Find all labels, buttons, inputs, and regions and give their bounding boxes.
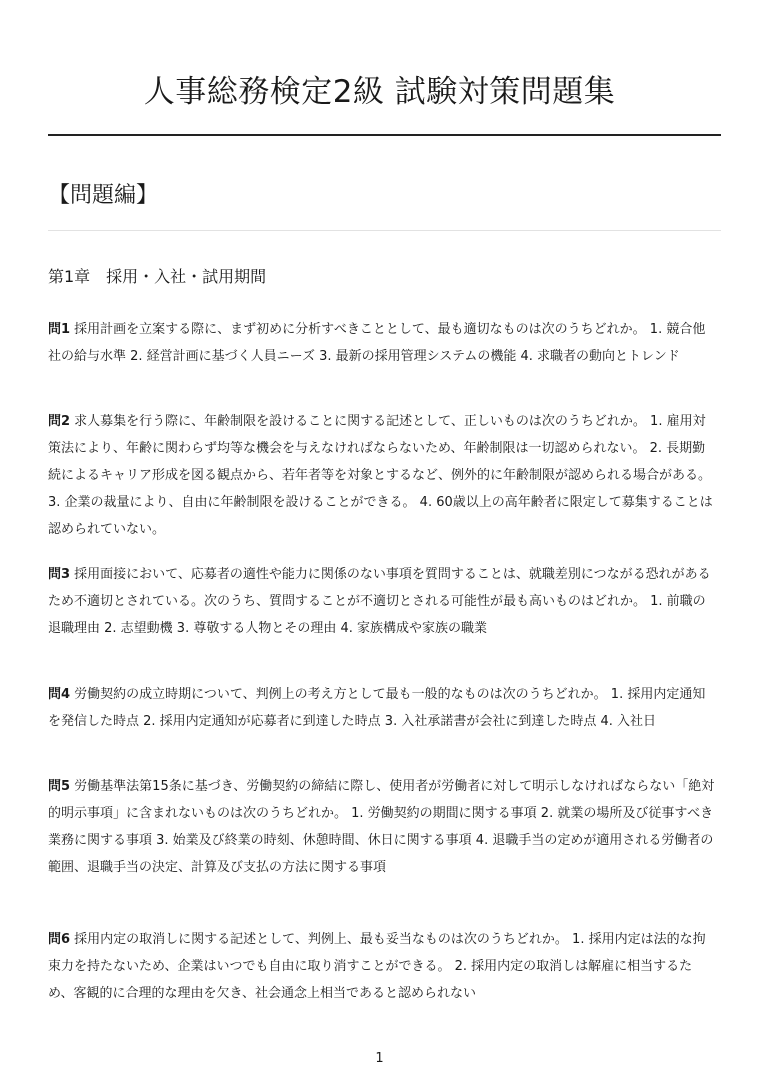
question-2 <box>48 408 716 543</box>
page-number: 1 <box>375 1051 384 1066</box>
question-number: 問2 <box>48 414 71 429</box>
section-divider <box>48 230 721 231</box>
question-number: 問6 <box>48 932 71 947</box>
question-6 <box>48 926 716 1007</box>
question-1 <box>48 316 716 370</box>
question-text: 採用内定の取消しに関する記述として、判例上、最も妥当なものは次のうちどれか。 1. 採用内定は法的な拘束力を持たないため、企業はいつでも自由に取り消すことができる。 2. 採用内定の取消しは解雇に相当するため、客観的に合理的な理由を欠き、社会通念上相当であると認められない <box>48 932 706 1001</box>
question-3 <box>48 561 716 642</box>
question-number: 問3 <box>48 567 71 582</box>
question-4 <box>48 681 716 735</box>
question-number: 問4 <box>48 687 71 702</box>
document-title: 人事総務検定2級 試験対策問題集 <box>143 74 616 110</box>
question-text: 採用面接において、応募者の適性や能力に関係のない事項を質問することは、就職差別につながる恐れがあるため不適切とされている。次のうち、質問することが不適切とされる可能性が最も高いものはどれか。 1. 前職の退職理由 2. 志望動機 3. 尊敬する人物とその理由 4. 家族構成や家族の職業 <box>48 567 711 636</box>
question-5 <box>48 773 716 881</box>
question-text: 労働基準法第15条に基づき、労働契約の締結に際し、使用者が労働者に対して明示しなければならない「絶対的明示事項」に含まれないものは次のうちどれか。 1. 労働契約の期間に関する事項 2. 就業の場所及び従事すべき業務に関する事項 3. 始業及び終業の時刻、休憩時間、休日に関する事項 4. 退職手当の定めが適用される労働者の範囲、退職手当の決定、計算及び支払の方法に関する事項 <box>48 779 715 875</box>
question-number: 問1 <box>48 322 71 337</box>
question-text: 採用計画を立案する際に、まず初めに分析すべきこととして、最も適切なものは次のうちどれか。 1. 競合他社の給与水準 2. 経営計画に基づく人員ニーズ 3. 最新の採用管理システムの機能 4. 求職者の動向とトレンド <box>48 322 706 364</box>
title-divider <box>48 134 721 136</box>
question-text: 労働契約の成立時期について、判例上の考え方として最も一般的なものは次のうちどれか。 1. 採用内定通知を発信した時点 2. 採用内定通知が応募者に到達した時点 3. 入社承諾書が会社に到達した時点 4. 入社日 <box>48 687 706 729</box>
question-number: 問5 <box>48 779 71 794</box>
question-text: 求人募集を行う際に、年齢制限を設けることに関する記述として、正しいものは次のうちどれか。 1. 雇用対策法により、年齢に関わらず均等な機会を与えなければならないため、年齢制限は一切認められない。 2. 長期勤続によるキャリア形成を図る観点から、若年者等を対象とするなど、例外的に年齢制限が認められる場合がある。 3. 企業の裁量により、自由に年齢制限を設けることができる。 4. 60歳以上の高年齢者に限定して募集することは認められていない。 <box>48 414 713 537</box>
chapter-heading: 第1章 採用・入社・試用期間 <box>48 267 267 286</box>
section-heading: 【問題編】 <box>48 183 159 208</box>
